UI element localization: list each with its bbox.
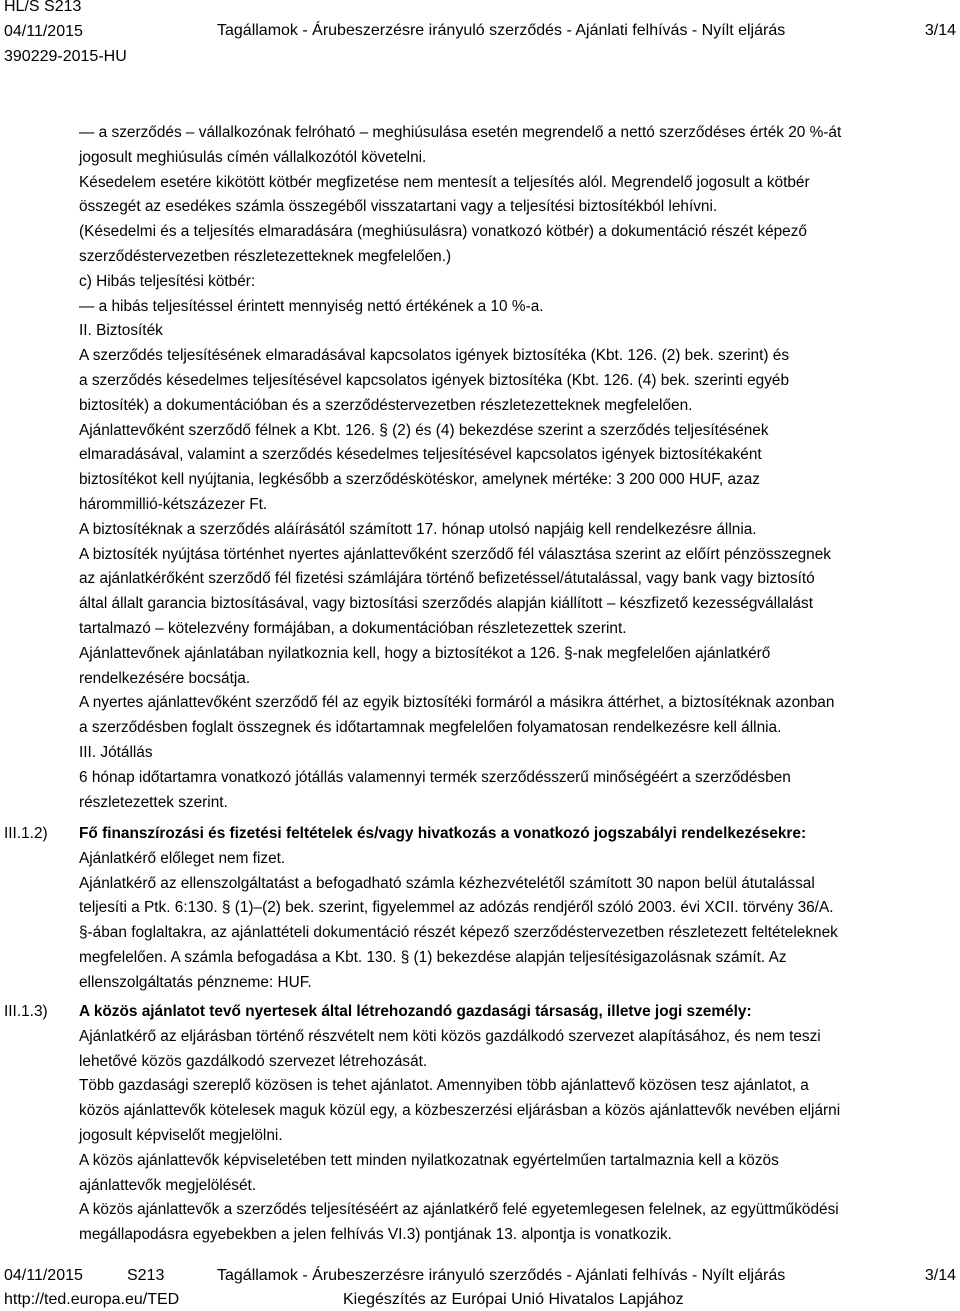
body-line: (Késedelmi és a teljesítés elmaradására (meghiúsulásra) vonatkozó kötbér) a dokumentáció részét képező [79,223,807,241]
footer-title: Tagállamok - Árubeszerzésre irányuló szerződés - Ajánlati felhívás - Nyílt eljárás [217,1267,786,1284]
footer-issue: S213 [127,1267,165,1284]
body-line: Késedelem esetére kikötött kötbér megfizetése nem mentesít a teljesítés alól. Megrendelő jogosult a kötbér [79,173,810,191]
body-line: az ajánlatkérőként szerződő fél fizetési számlájára történő befizetéssel/átutalással, vagy bank vagy biztosító [79,570,815,588]
body-line: II. Biztosíték [79,322,163,340]
body-line: összegét az esedékes számla összegéből visszatartani vagy a teljesítési biztosítékból lehívni. [79,198,718,216]
body-line: c) Hibás teljesítési kötbér: [79,272,256,290]
body-line: — a szerződés – vállalkozónak felróható – meghiúsulása esetén megrendelő a nettó szerződéses érték 20 %-át [79,124,842,141]
body-line: a szerződésben foglalt összegnek és időtartamnak megfelelően folyamatosan rendelkezésre kell állnia. [79,719,782,737]
body-line: jogosult meghiúsulás címén vállalkozótól követelni. [79,148,427,166]
body-line: hárommillió-kétszázezer Ft. [79,495,268,513]
section-line: Ajánlatkérő az ellenszolgáltatást a befogadható számla kézhezvételétől számított 30 napon belül átutalással [79,874,815,892]
section-line: megfelelően. A számla befogadása a Kbt. 130. § (1) bekezdése alapján teljesítésigazolásnak számít. Az [79,948,787,966]
body-line: szerződéstervezetben részletezetteknek megfelelően.) [79,247,452,265]
footer-supplement: Kiegészítés az Európai Unió Hivatalos Lapjához [343,1291,684,1308]
body-line: — a hibás teljesítéssel érintett mennyiség nettó értékének a 10 %-a. [79,297,544,315]
header-notice-id: 390229-2015-HU [4,48,127,65]
section-line: Ajánlatkérő az eljárásban történő részvételt nem köti közös gazdálkodó szervezet alapításához, és nem teszi [79,1027,821,1045]
body-line: elmaradásával, valamint a szerződés késedelmes teljesítésével kapcsolatos igények biztosítékaként [79,446,762,464]
section-line: jogosult képviselőt megjelölni. [79,1126,283,1144]
body-line: A biztosítéknak a szerződés aláírásától számított 17. hónap utolsó napjáig kell rendelkezésre állnia. [79,520,757,538]
footer-date: 04/11/2015 [4,1267,83,1284]
section-line: Több gazdasági szereplő közösen is tehet ajánlatot. Amennyiben több ajánlattevő közösen tesz ajánlatot, a [79,1077,809,1095]
body-line: tartalmazó – kötelezvény formájában, a dokumentációban részletezettek szerint. [79,619,627,637]
header-title: Tagállamok - Árubeszerzésre irányuló szerződés - Ajánlati felhívás - Nyílt eljárás [217,22,786,39]
section-heading: A közös ajánlatot tevő nyertesek által létrehozandó gazdasági társaság, illetve jogi személy: [79,1003,752,1020]
header-date: 04/11/2015 [4,23,83,40]
body-line: a szerződés késedelmes teljesítésével kapcsolatos igények biztosítéka (Kbt. 126. (4) bek. szerinti egyéb [79,371,790,389]
section-line: A közös ajánlattevők a szerződés teljesítéséért az ajánlatkérő felé egyetemlegesen felelnek, az együttműködési [79,1201,839,1219]
section-line: Ajánlatkérő előleget nem fizet. [79,849,286,867]
section-line: megállapodásra egyebekben a jelen felhívás VI.3) pontjának 13. alpontja is vonatkozik. [79,1226,672,1244]
body-line: Ajánlattevőnek ajánlatában nyilatkoznia kell, hogy a biztosítékot a 126. §-nak megfelelően ajánlatkérő [79,644,771,662]
section-line: §-ában foglaltakra, az ajánlattételi dokumentáció részét képező szerződéstervezetben részletezett feltételeknek [79,924,838,942]
body-line: biztosítékot kell nyújtania, legkésőbb a szerződéskötéskor, amelynek mértéke: 3 200 000 HUF, azaz [79,471,760,489]
header-page-number: 3/14 [924,22,956,39]
footer-page-number: 3/14 [924,1267,956,1284]
section-line: lehetővé közös gazdálkodó szervezet létrehozását. [79,1052,428,1070]
section-line: közös ajánlattevők kötelesek maguk közül egy, a közbeszerzési eljárásban a közös ajánlattevők nevében eljárni [79,1102,841,1120]
section-joint-tender [79,1000,955,1248]
body-line: rendelkezésére bocsátja. [79,669,251,687]
section-line: ajánlattevők megjelölését. [79,1176,257,1194]
section-line: A közös ajánlattevők képviseletében tett minden nyilatkozatnak egyértelműen tartalmaznia kell a közös [79,1151,779,1169]
footer-url-link[interactable]: http://ted.europa.eu/TED [4,1291,180,1308]
body-line: 6 hónap időtartamra vonatkozó jótállás valamennyi termék szerződésszerű minőségéért a szerződésben [79,768,791,786]
section-financing [79,822,955,996]
section-heading: Fő finanszírozási és fizetési feltételek és/vagy hivatkozás a vonatkozó jogszabályi rendelkezésekre: [79,825,807,842]
body-line: Ajánlattevőként szerződő félnek a Kbt. 126. § (2) és (4) bekezdése szerint a szerződés teljesítésének [79,421,769,439]
body-line: részletezettek szerint. [79,793,228,811]
body-line: A szerződés teljesítésének elmaradásával kapcsolatos igények biztosítéka (Kbt. 126. (2) bek. szerint) és [79,347,790,365]
body-line: III. Jótállás [79,743,153,761]
body-text [79,121,955,815]
section-label: III.1.3) [4,1003,48,1020]
body-line: biztosíték) a dokumentációban és a szerződéstervezetben részletezetteknek megfelelően. [79,396,693,414]
section-label: III.1.2) [4,825,48,842]
body-line: A biztosíték nyújtása történhet nyertes ajánlattevőként szerződő fél választása szerint az előírt pénzösszegnek [79,545,831,563]
header-journal-ref: HL/S S213 [4,0,82,15]
body-line: által állalt garancia biztosításával, vagy biztosítási szerződés alapján kiállított – készfizető kezességvállalást [79,595,813,613]
section-line: teljesíti a Ptk. 6:130. § (1)–(2) bek. szerint, figyelemmel az adózás rendjéről szóló 2003. évi XCII. törvény 36/A. [79,899,834,917]
section-line: ellenszolgáltatás pénzneme: HUF. [79,973,312,991]
body-line: A nyertes ajánlattevőként szerződő fél az egyik biztosítéki formáról a másikra áttérhet, a biztosítéknak azonban [79,694,835,712]
